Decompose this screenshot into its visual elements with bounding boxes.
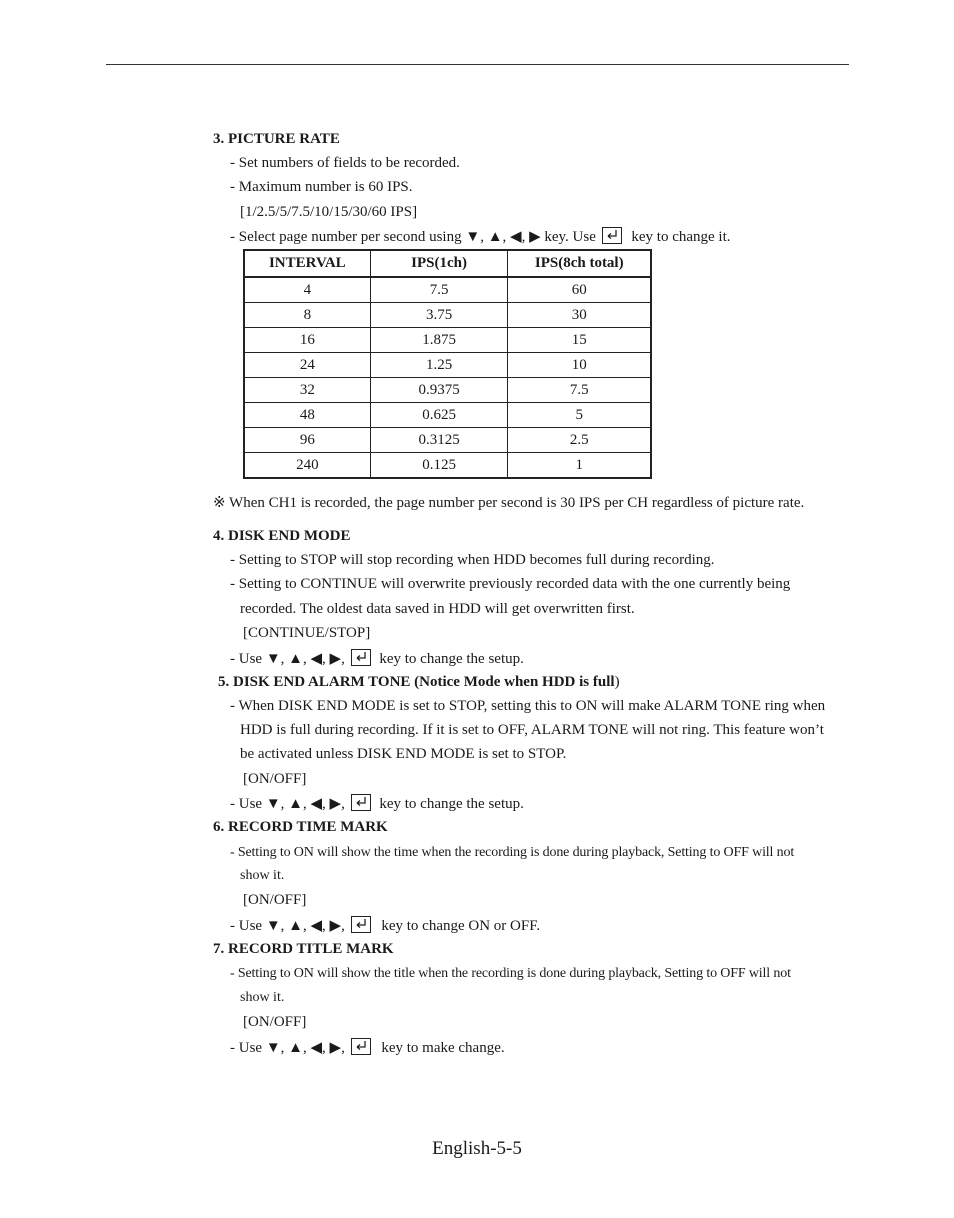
enter-key-icon bbox=[351, 794, 371, 811]
table-cell: 24 bbox=[244, 353, 370, 378]
picture-rate-line-4-tail: key to change it. bbox=[631, 229, 731, 245]
table-cell: 15 bbox=[508, 328, 651, 353]
page-number-footer: English-5-5 bbox=[432, 1138, 522, 1159]
table-cell: 4 bbox=[244, 277, 370, 303]
disk-end-mode-line-1: - Setting to STOP will stop recording when HDD becomes full during recording. bbox=[230, 552, 715, 568]
enter-key-icon bbox=[351, 1038, 371, 1055]
disk-end-mode-use-tail: key to change the setup. bbox=[379, 651, 524, 667]
record-title-mark-use-tail: key to make change. bbox=[381, 1040, 505, 1056]
table-cell: 16 bbox=[244, 328, 370, 353]
section-picture-rate-title: 3. PICTURE RATE bbox=[213, 131, 340, 147]
table-cell: 1.25 bbox=[370, 353, 508, 378]
disk-end-alarm-line-3: be activated unless DISK END MODE is set to STOP. bbox=[240, 746, 567, 762]
table-row bbox=[244, 378, 651, 403]
record-time-mark-use-text: - Use ▼, ▲, ◀, ▶, bbox=[230, 918, 345, 934]
table-cell: 8 bbox=[244, 303, 370, 328]
disk-end-alarm-use-line bbox=[230, 794, 524, 813]
table-cell: 7.5 bbox=[370, 277, 508, 303]
table-row bbox=[244, 453, 651, 479]
enter-key-icon bbox=[602, 227, 622, 244]
picture-rate-line-1: - Set numbers of fields to be recorded. bbox=[230, 155, 460, 171]
header-rule bbox=[106, 64, 849, 65]
table-header-ips-1ch: IPS(1ch) bbox=[370, 250, 508, 277]
table-row bbox=[244, 277, 651, 303]
section-record-title-mark-title: 7. RECORD TITLE MARK bbox=[213, 941, 394, 957]
table-cell: 96 bbox=[244, 428, 370, 453]
table-cell: 2.5 bbox=[508, 428, 651, 453]
disk-end-alarm-options: [ON/OFF] bbox=[243, 771, 307, 787]
section-record-time-mark-title: 6. RECORD TIME MARK bbox=[213, 819, 388, 835]
table-row bbox=[244, 428, 651, 453]
record-title-mark-use-text: - Use ▼, ▲, ◀, ▶, bbox=[230, 1040, 345, 1056]
table-cell: 32 bbox=[244, 378, 370, 403]
table-header-row bbox=[244, 250, 651, 277]
disk-end-mode-use-text: - Use ▼, ▲, ◀, ▶, bbox=[230, 651, 345, 667]
record-time-mark-line-1: - Setting to ON will show the time when the recording is done during playback, Setting to OFF will not bbox=[230, 845, 795, 860]
disk-end-mode-use-line bbox=[230, 649, 524, 668]
table-cell: 30 bbox=[508, 303, 651, 328]
table-cell: 240 bbox=[244, 453, 370, 479]
disk-end-alarm-title-text: 5. DISK END ALARM TONE (Notice Mode when HDD is full bbox=[218, 674, 615, 690]
table-row bbox=[244, 403, 651, 428]
picture-rate-line-4 bbox=[230, 227, 731, 246]
table-header-interval: INTERVAL bbox=[244, 250, 370, 277]
disk-end-mode-options: [CONTINUE/STOP] bbox=[243, 625, 371, 641]
record-title-mark-line-1: - Setting to ON will show the title when the recording is done during playback, Setting to OFF will not bbox=[230, 966, 791, 981]
table-cell: 0.125 bbox=[370, 453, 508, 479]
disk-end-mode-line-3: recorded. The oldest data saved in HDD will get overwritten first. bbox=[240, 601, 635, 617]
table-cell: 0.9375 bbox=[370, 378, 508, 403]
disk-end-alarm-use-tail: key to change the setup. bbox=[379, 796, 524, 812]
table-cell: 60 bbox=[508, 277, 651, 303]
table-row bbox=[244, 328, 651, 353]
disk-end-alarm-line-2: HDD is full during recording. If it is set to OFF, ALARM TONE will not ring. This feature won’t bbox=[240, 722, 824, 738]
table-cell: 0.625 bbox=[370, 403, 508, 428]
record-time-mark-use-tail: key to change ON or OFF. bbox=[381, 918, 541, 934]
disk-end-alarm-line-1: - When DISK END MODE is set to STOP, setting this to ON will make ALARM TONE ring when bbox=[230, 698, 826, 714]
disk-end-mode-line-2: - Setting to CONTINUE will overwrite previously recorded data with the one currently being bbox=[230, 576, 791, 592]
disk-end-alarm-title-tail: ) bbox=[614, 674, 620, 690]
record-time-mark-line-2: show it. bbox=[240, 868, 285, 883]
picture-rate-line-4-text: - Select page number per second using ▼, ▲, ◀, ▶ key. Use bbox=[230, 229, 596, 245]
enter-key-icon bbox=[351, 916, 371, 933]
table-cell: 5 bbox=[508, 403, 651, 428]
record-title-mark-use-line bbox=[230, 1038, 505, 1057]
ch1-note: ※ When CH1 is recorded, the page number per second is 30 IPS per CH regardless of picture rate. bbox=[213, 495, 805, 511]
record-time-mark-options: [ON/OFF] bbox=[243, 892, 307, 908]
table-cell: 3.75 bbox=[370, 303, 508, 328]
section-disk-end-alarm-title bbox=[218, 673, 620, 691]
record-title-mark-options: [ON/OFF] bbox=[243, 1014, 307, 1030]
table-row bbox=[244, 353, 651, 378]
picture-rate-line-2: - Maximum number is 60 IPS. bbox=[230, 179, 413, 195]
record-time-mark-use-line bbox=[230, 916, 540, 935]
record-title-mark-line-2: show it. bbox=[240, 990, 285, 1005]
disk-end-alarm-use-text: - Use ▼, ▲, ◀, ▶, bbox=[230, 796, 345, 812]
table-cell: 48 bbox=[244, 403, 370, 428]
section-disk-end-mode-title: 4. DISK END MODE bbox=[213, 528, 351, 544]
picture-rate-table bbox=[243, 249, 652, 479]
table-cell: 1 bbox=[508, 453, 651, 479]
picture-rate-options: [1/2.5/5/7.5/10/15/30/60 IPS] bbox=[240, 204, 418, 220]
table-cell: 7.5 bbox=[508, 378, 651, 403]
enter-key-icon bbox=[351, 649, 371, 666]
table-cell: 10 bbox=[508, 353, 651, 378]
table-cell: 0.3125 bbox=[370, 428, 508, 453]
table-row bbox=[244, 303, 651, 328]
table-cell: 1.875 bbox=[370, 328, 508, 353]
table-header-ips-8ch: IPS(8ch total) bbox=[508, 250, 651, 277]
